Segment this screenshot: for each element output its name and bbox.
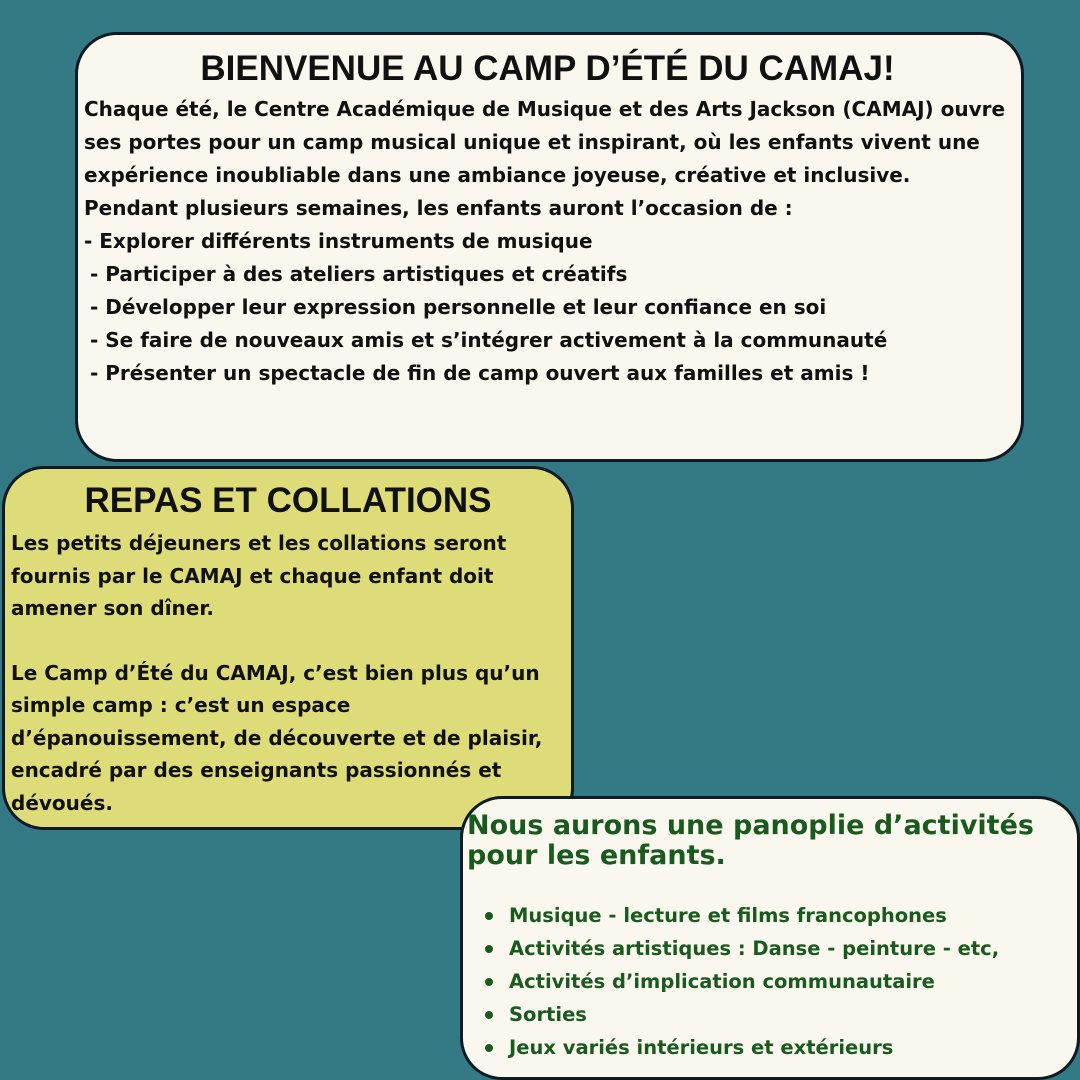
bullet-icon <box>485 945 493 953</box>
meals-paragraph: Les petits déjeuners et les collations seront fournis par le CAMAJ et chaque enfant doit amener son dîner. <box>11 531 507 620</box>
welcome-list-item: - Participer à des ateliers artistiques et créatifs <box>90 262 628 286</box>
welcome-lead: Pendant plusieurs semaines, les enfants auront l’occasion de : <box>84 196 793 220</box>
welcome-list-item: - Explorer différents instruments de musique <box>84 229 593 253</box>
bullet-icon <box>485 1044 493 1052</box>
activities-item-label: Musique - lecture et films francophones <box>509 904 947 927</box>
bullet-icon <box>485 1011 493 1019</box>
welcome-list <box>84 225 1011 390</box>
meals-card <box>2 466 574 830</box>
activities-item-label: Activités artistiques : Danse - peinture - etc, <box>509 937 1000 960</box>
welcome-list-item: - Présenter un spectacle de fin de camp ouvert aux familles et amis ! <box>90 361 870 385</box>
meals-title: REPAS ET COLLATIONS <box>84 481 492 520</box>
welcome-list-item: - Se faire de nouveaux amis et s’intégrer activement à la communauté <box>90 328 888 352</box>
activities-list-item <box>485 965 1067 998</box>
activities-list-item <box>485 932 1067 965</box>
welcome-list-item: - Développer leur expression personnelle et leur confiance en soi <box>90 295 827 319</box>
activities-list-item <box>485 998 1067 1031</box>
activities-item-label: Activités d’implication communautaire <box>509 970 935 993</box>
activities-card <box>460 796 1080 1080</box>
activities-item-label: Sorties <box>509 1003 587 1026</box>
activities-title: Nous aurons une panoplie d’activités pour les enfants. <box>467 810 1034 871</box>
meals-paragraph: Le Camp d’Été du CAMAJ, c’est bien plus qu’un simple camp : c’est un espace d’épanouissement, de découverte et de plaisir, encadré par des enseignants passionnés et dévoués. <box>11 660 543 815</box>
welcome-card <box>75 32 1024 462</box>
activities-list-item <box>485 1031 1067 1064</box>
paragraph-spacer <box>11 625 565 657</box>
welcome-intro: Chaque été, le Centre Académique de Musique et des Arts Jackson (CAMAJ) ouvre ses portes pour un camp musical unique et inspirant, où les enfants vivent une expérience inoubliable dans une ambiance joyeuse, créative et inclusive. <box>84 97 1006 187</box>
welcome-body <box>84 93 1011 390</box>
bullet-icon <box>485 978 493 986</box>
activities-list-item <box>485 899 1067 932</box>
bullet-icon <box>485 912 493 920</box>
activities-list <box>467 899 1067 1064</box>
welcome-title: BIENVENUE AU CAMP D’ÉTÉ DU CAMAJ! <box>200 49 895 88</box>
activities-item-label: Jeux variés intérieurs et extérieurs <box>509 1036 894 1059</box>
meals-body <box>11 527 565 819</box>
